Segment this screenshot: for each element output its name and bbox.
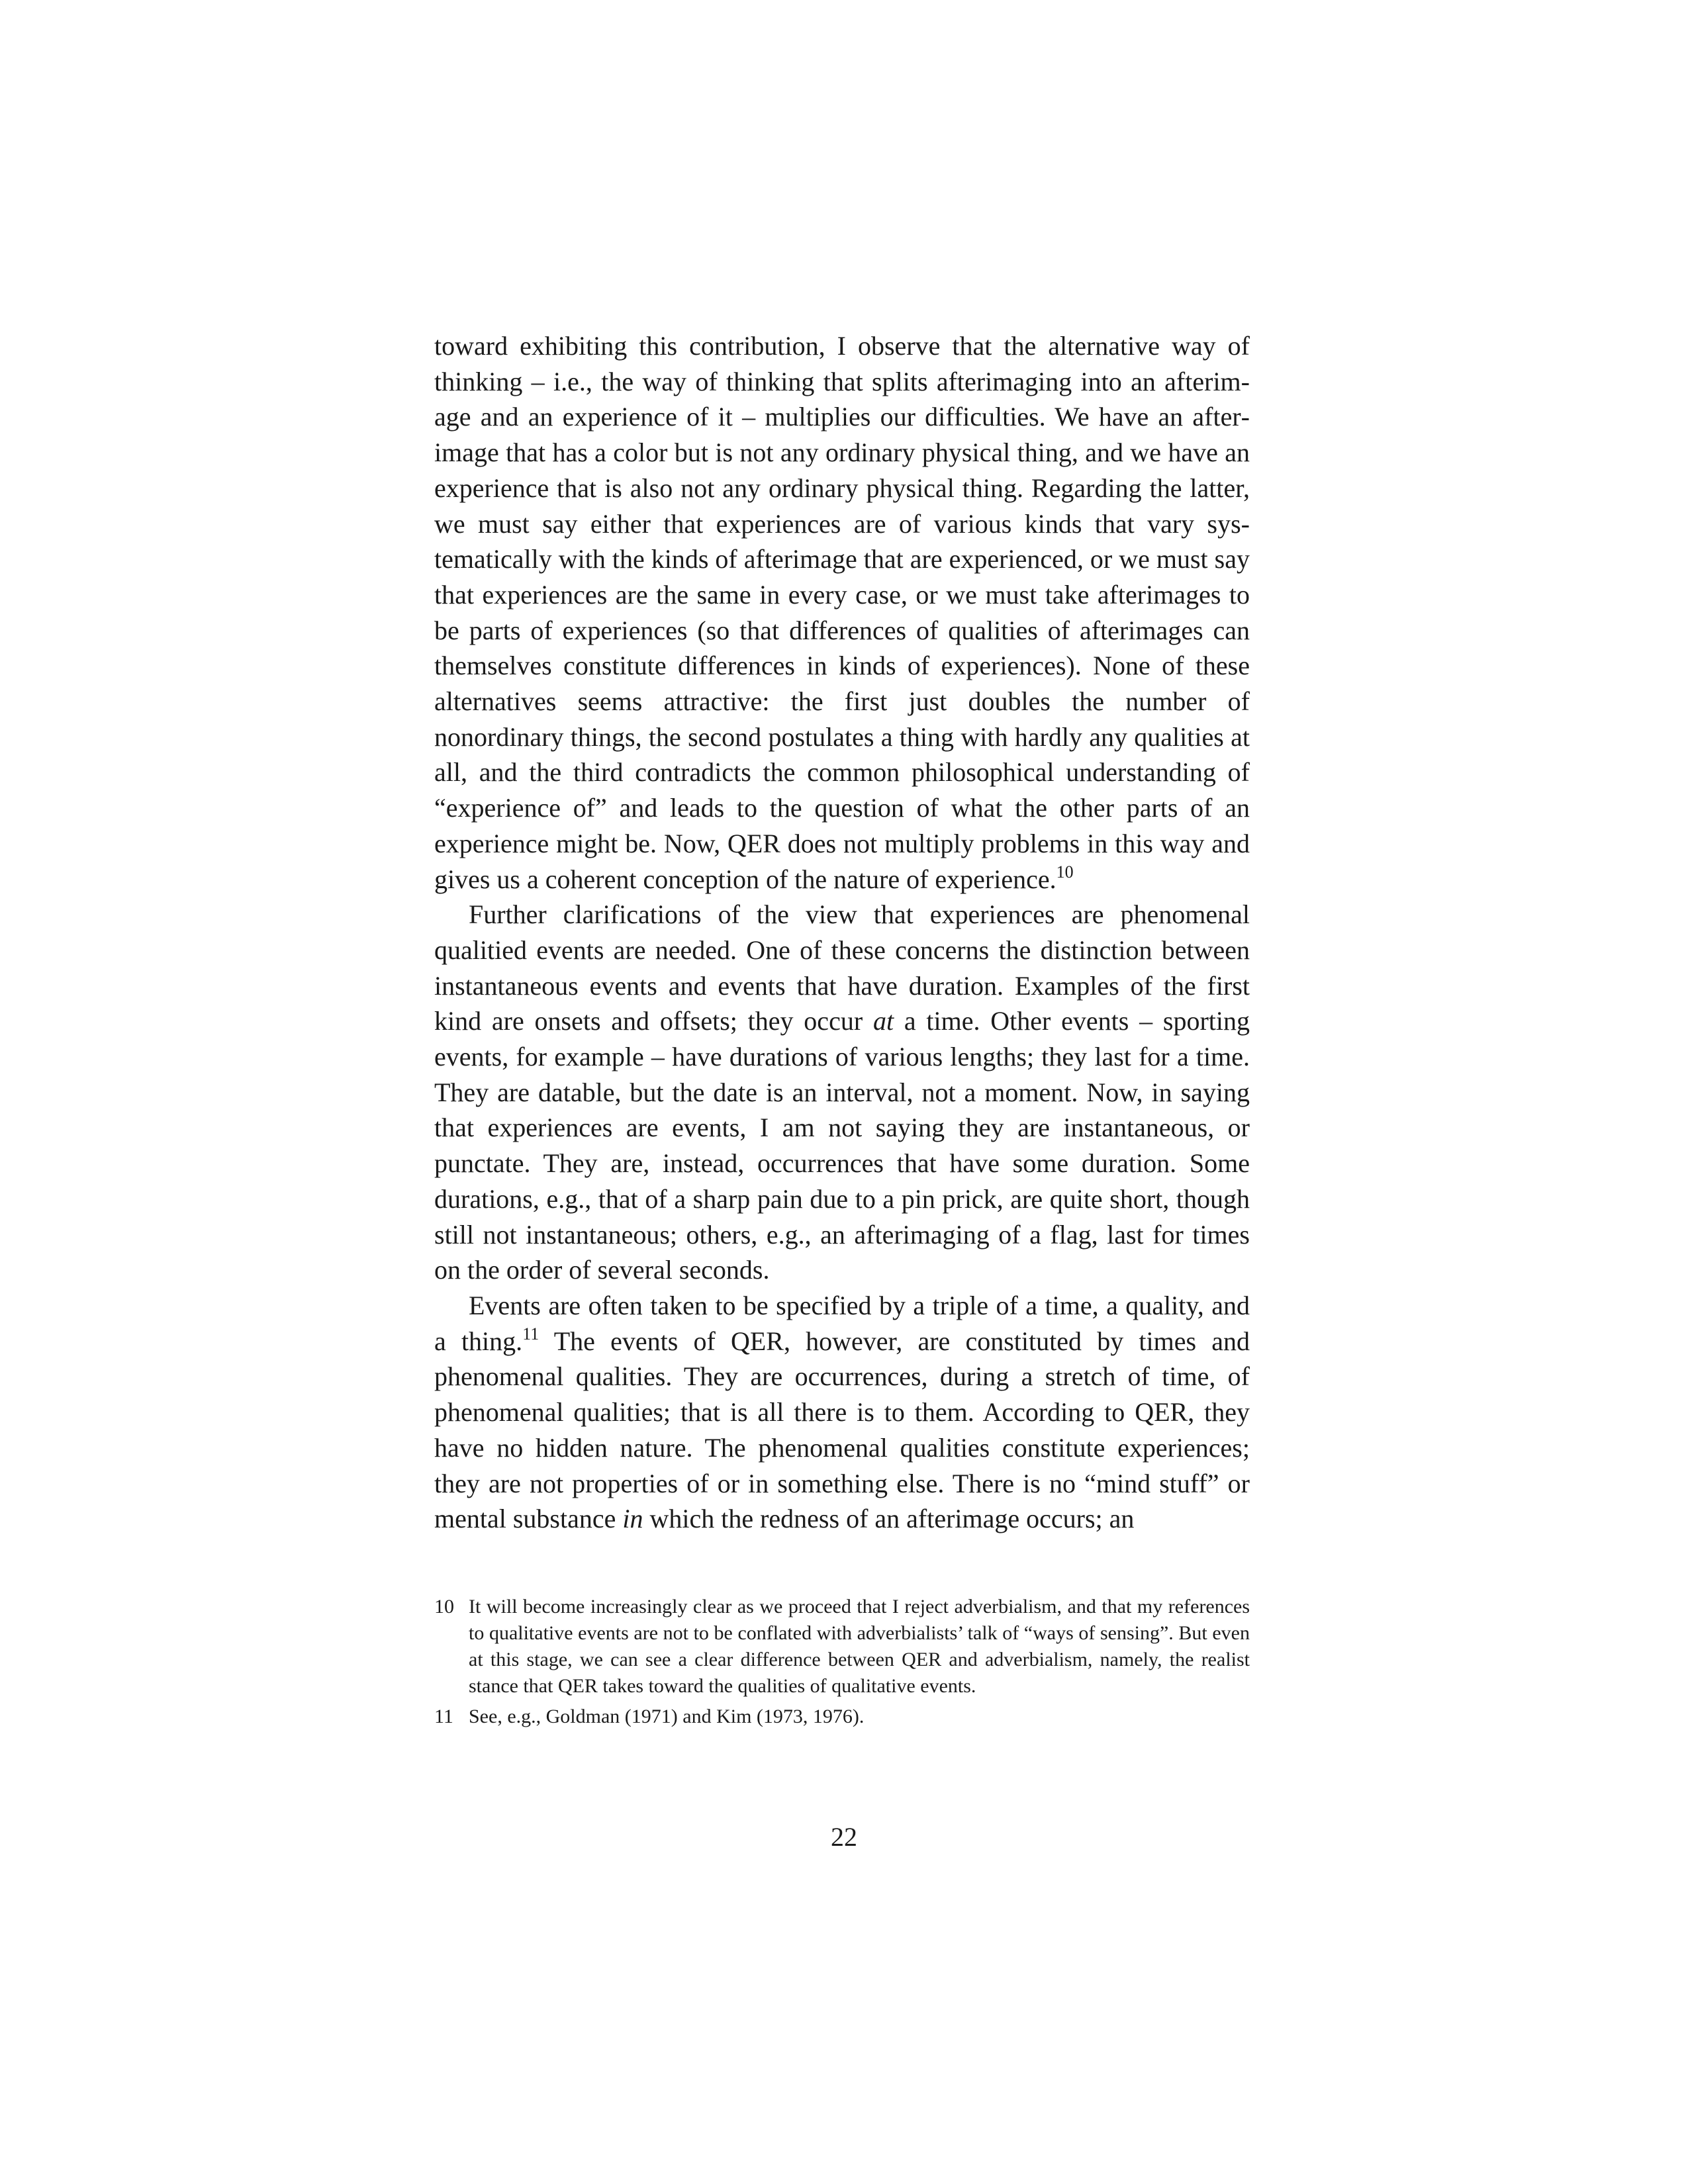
footnote-ref-11: 11 bbox=[522, 1324, 539, 1343]
main-text bbox=[434, 328, 1250, 1537]
footnote-text: It will become increasingly clear as we proceed that I reject adverbialism, and that my references to qualitative events are not to be conflated with adverbialists’ talk of “ways of sensing”. But even at this stage, we can see a clear difference between QER and adverbialism, namely, the realist stance that QER takes toward the qualities of qualitative events. bbox=[469, 1596, 1250, 1697]
footnote-number: 10 bbox=[434, 1596, 454, 1617]
paragraph-1-text-1: toward exhibiting this contribution, I observe that the alternative way of thinking – i.e., the way of thinking that splits afterimaging into an afterimage and an experience of it – multiplies our difficulties. We have an afterimage that has a color but is not any ordinary physical thing, and we have an experience that is also not any ordinary physical thing. Regarding the latter, we must say either that experiences are of various kinds that vary systematically with the kinds of afterimage that are experienced, or we must say that experiences are the same in every case, or we must take afterimages to be parts of experiences (so that differences of qualities of afterimages can themselves constitute differences in kinds of experiences). None of these alternatives seems attractive: the first just doubles the number of nonordinary things, the second postulates a thing with hardly any qualities at all, and the third contradicts the common philosophical understanding of “experience of” and leads to the question of what the other parts of an experience might be. Now, QER does not multiply problems in this way and gives us a coherent conception of the nature of experience. bbox=[434, 331, 1250, 894]
paragraph-3-text-2: The events of QER, however, are constituted by times and phenomenal qualities. They are occurrences, during a stretch of time, of phenomenal qualities; that is all there is to them. According to QER, they have no hidden nature. The phenomenal qualities constitute experiences; they are not properties of or in something else. There is no “mind stuff” or mental substance bbox=[434, 1326, 1250, 1534]
paragraph-3-text-3: which the redness of an afterimage occurs; an bbox=[643, 1504, 1135, 1534]
paragraph-3-text-1: Events are often taken to be specified by a triple of a time, a quality, and a thing. bbox=[434, 1290, 1250, 1356]
footnote-text: See, e.g., Goldman (1971) and Kim (1973, 1976). bbox=[469, 1706, 865, 1727]
footnote-ref-10: 10 bbox=[1056, 862, 1074, 882]
paragraph-3 bbox=[434, 1288, 1250, 1537]
footnote-11 bbox=[434, 1704, 1250, 1730]
page-number: 22 bbox=[831, 1822, 857, 1852]
paragraph-2-emphasis-at: at bbox=[872, 1006, 894, 1036]
footnote-10 bbox=[434, 1594, 1250, 1700]
paragraph-2 bbox=[434, 897, 1250, 1288]
paragraph-2-text-1: Further clarifications of the view that experiences are phenomenal qualitied events are needed. One of these concerns the distinction between instantaneous events and events that have duration. Examples of the first kind are onsets and offsets; they occur bbox=[434, 899, 1250, 1036]
footnotes bbox=[434, 1594, 1250, 1734]
paragraph-3-emphasis-in: in bbox=[622, 1504, 643, 1534]
paragraph-2-text-2: a time. Other events – sporting events, for example – have durations of various lengths; they last for a time. They are datable, but the date is an interval, not a moment. Now, in saying that experiences are events, I am not saying they are instantaneous, or punctate. They are, instead, occurrences that have some duration. Some durations, e.g., that of a sharp pain due to a pin prick, are quite short, though still not instantaneous; others, e.g., an afterimaging of a flag, last for times on the order of several seconds. bbox=[434, 1006, 1250, 1285]
footnote-number: 11 bbox=[434, 1706, 453, 1727]
paragraph-1 bbox=[434, 328, 1250, 897]
